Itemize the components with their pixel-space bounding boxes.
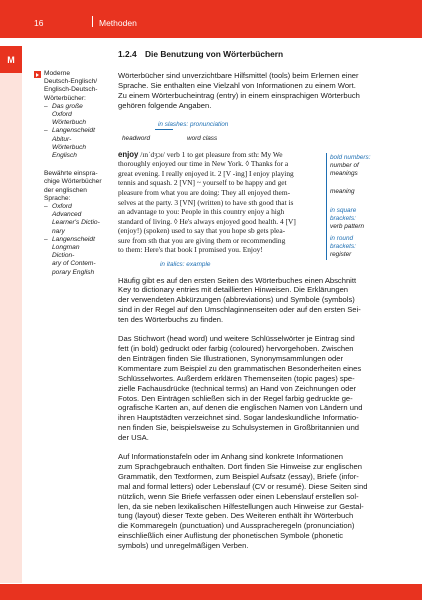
entry-line: sure from sth that you are giving them or recommending <box>118 235 286 245</box>
header-divider <box>92 16 93 27</box>
text-line: die Kommaregeln (punctuation) und Ausspracheregeln (pronunciation) <box>118 521 355 531</box>
list-item <box>44 203 102 236</box>
sidebar-block-modern <box>34 70 102 170</box>
intro-paragraph <box>118 71 395 111</box>
heading-number: 1.2.4 <box>118 49 137 59</box>
bottom-bar <box>0 584 422 600</box>
sidebar-line: Englisch-Deutsch- <box>44 86 98 94</box>
entry-line: to them: Here's that book I promised you. Enjoy! <box>118 245 263 255</box>
dictionary-entry <box>118 150 323 256</box>
text-line: der USA. <box>118 433 149 443</box>
paragraph-key <box>118 276 395 326</box>
list-item <box>44 103 102 128</box>
entry-headword: enjoy <box>118 149 139 159</box>
text-line: Häufig gibt es auf den ersten Seiten des Wörterbuches einen Abschnitt <box>118 275 357 285</box>
list-item-line: Wörterbuch <box>52 119 87 127</box>
list-item <box>44 127 102 160</box>
main-content <box>118 50 395 560</box>
entry-line: an advantage to you: People in this country enjoy a high <box>118 207 285 217</box>
list-item-line: – Oxford Advanced <box>52 203 82 219</box>
text-line: len, da sie neben lexikalischen Hilfestellungen auch Hinweise zur Gestal- <box>118 501 364 511</box>
text-line: ografische Karten an, auf denen die englischen Namen von Ländern und <box>118 403 363 413</box>
text-line: Auf Informationstafeln oder im Anhang sind konkrete Informationen <box>118 452 343 462</box>
text-line: symbols) und unregelmäßigen Verben. <box>118 541 249 551</box>
side-strip <box>0 73 22 583</box>
entry-line: thoroughly enjoyed our time in New York. ◊ Thanks for a <box>118 159 289 169</box>
sidebar-block-monolingual <box>44 170 102 277</box>
text-line: Key to dictionary entries mit detaillierten Hinweisen. Die Erklärungen <box>118 285 349 295</box>
list-item-line: nary <box>52 227 65 235</box>
entry-line: standard of living. ◊ He's always enjoyed good health. 4 [V] <box>118 216 296 226</box>
entry-line: /ɪnˈdʒɔɪ/ verb 1 to get pleasure from sth: My We <box>140 149 283 159</box>
text-line: gehören folgende Angaben. <box>118 100 212 110</box>
label-italics: in italics: example <box>160 260 211 268</box>
label-headword: headword <box>122 134 151 142</box>
text-line: ihren Hauptstädten verzeichnet sind. Sogar landeskundliche Informatio- <box>118 413 359 423</box>
text-line: nen finden Sie, beispielsweise zu Schulsystemen in Großbritannien und <box>118 423 360 433</box>
text-line: der verwendeten Abkürzungen (abbreviations) und Symbole (symbols) <box>118 295 355 305</box>
text-line: einschließlich einer Auflistung der phonetischen Symbole (phonetic <box>118 531 343 541</box>
paragraph-headword <box>118 334 395 443</box>
text-line: Grammatik, den Textformen, zum Beispiel Aufsatz (essay), Briefe (infor- <box>118 471 359 481</box>
list-item-line: Englisch <box>52 152 77 160</box>
list-item-line: Abitur-Wörterbuch <box>52 135 87 151</box>
sidebar-line: Wörterbücher: <box>44 94 86 102</box>
text-line: zielle Fachausdrücke (technical terms) an Hand von Zeichnungen oder <box>118 383 357 393</box>
text-line: Zu einem Wörterbucheintrag (entry) in einem einsprachigen Wörterbuch <box>118 90 360 100</box>
label-slashes: in slashes: pronunciation <box>158 120 229 128</box>
section-heading <box>118 50 395 60</box>
annotation-line <box>155 129 173 130</box>
list-item-line: – Langenscheidt <box>52 235 95 243</box>
play-icon <box>34 71 41 78</box>
annotation-rule <box>326 153 327 260</box>
sidebar-list <box>44 103 102 160</box>
list-item-line: Learner's Dictio- <box>52 219 100 227</box>
paragraph-appendix <box>118 452 395 551</box>
label-round-3: register <box>330 250 352 258</box>
text-line: Wörterbücher sind unverzichtbare Hilfsmittel (tools) beim Erlernen einer <box>118 70 359 80</box>
section-name: Methoden <box>99 18 137 28</box>
heading-title: Die Benutzung von Wörterbüchern <box>144 49 284 59</box>
side-tab: M <box>0 46 22 73</box>
label-meaning: meaning <box>330 187 355 195</box>
label-square: in square <box>330 206 357 214</box>
label-square-2: brackets: <box>330 214 356 222</box>
text-line: ten des Wörterbuchs zu finden. <box>118 315 224 325</box>
entry-line: great evening. I really enjoyed it. 2 [V -ing] I enjoy playing <box>118 168 294 178</box>
label-round: in round <box>330 234 354 242</box>
list-item-line: porary English <box>52 268 95 276</box>
text-line: sind in der Regel auf den Umschlaginnenseiten oder auf den ersten Sei- <box>118 305 361 315</box>
sidebar-line: Bewährte einspra- <box>44 170 98 178</box>
page-number: 16 <box>34 18 44 28</box>
list-item-line: – Langenscheidt <box>52 127 95 135</box>
entry-line: pleasure from what you are doing: They all enjoyed them- <box>118 187 291 197</box>
text-line: den Einträgen finden Sie Illustrationen, Synonymsammlungen oder <box>118 353 343 363</box>
dictionary-entry-figure <box>118 120 395 268</box>
text-line: fett (in bold) gedruckt oder farbig (coloured) hervorgehoben. Zwischen <box>118 343 354 353</box>
entry-line: selves at the party. 3 [VN] (written) to have sth good that is <box>118 197 294 207</box>
label-bold-2: number of <box>330 161 359 169</box>
entry-line: (enjoy!) (spoken) used to say that you hope sb gets plea- <box>118 226 286 236</box>
label-bold: bold numbers: <box>330 153 371 161</box>
text-line: mal and formal letters) oder Lebenslauf (CV or resumé). Diese Seiten sind <box>118 481 368 491</box>
text-line: Sprache. Sie enthalten eine Vielzahl von Informationen zu einem Wort. <box>118 80 356 90</box>
top-bar <box>0 0 422 38</box>
text-line: Kommentare zum Beispiel zu den grammatischen Besonderheiten eines <box>118 363 362 373</box>
list-item-line: ary of Contem- <box>52 260 96 268</box>
list-item-line: – Das große Oxford <box>52 102 83 119</box>
text-line: Fotos. Den Einträgen schließen sich in der Regel farbig gedruckte ge- <box>118 393 353 403</box>
list-item-line: Longman Diction- <box>52 244 80 260</box>
sidebar-line: chige Wörterbücher <box>44 178 102 186</box>
sidebar-line: der englischen <box>44 186 87 194</box>
sidebar-notes <box>34 70 102 277</box>
list-item <box>44 236 102 277</box>
sidebar-line: Moderne <box>44 70 71 77</box>
text-line: nützlich, wenn Sie Briefe verfassen oder einen Lebenslauf erstellen sol- <box>118 491 359 501</box>
sidebar-line: Sprache: <box>44 194 71 202</box>
text-line: Schlüsselwortes. Außerdem erklären Themenseiten (topic pages) spe- <box>118 373 355 383</box>
label-bold-3: meanings <box>330 169 358 177</box>
text-line: tung (layout) dieser Texte geben. Des Weiteren enthält ihr Wörterbuch <box>118 511 354 521</box>
text-line: Das Stichwort (head word) und weitere Schlüsselwörter je Eintrag sind <box>118 334 355 344</box>
text-line: zum Sprachgebrauch enthalten. Dort finden Sie Hinweise zur englischen <box>118 461 362 471</box>
sidebar-line: Deutsch-Englisch/ <box>44 78 98 86</box>
label-round-2: brackets: <box>330 242 356 250</box>
label-square-3: verb pattern <box>330 222 365 230</box>
sidebar-list <box>44 203 102 277</box>
entry-line: tennis and squash. 2 [VN] ~ yourself to be happy and get <box>118 178 287 188</box>
label-wordclass: word class <box>187 134 218 142</box>
